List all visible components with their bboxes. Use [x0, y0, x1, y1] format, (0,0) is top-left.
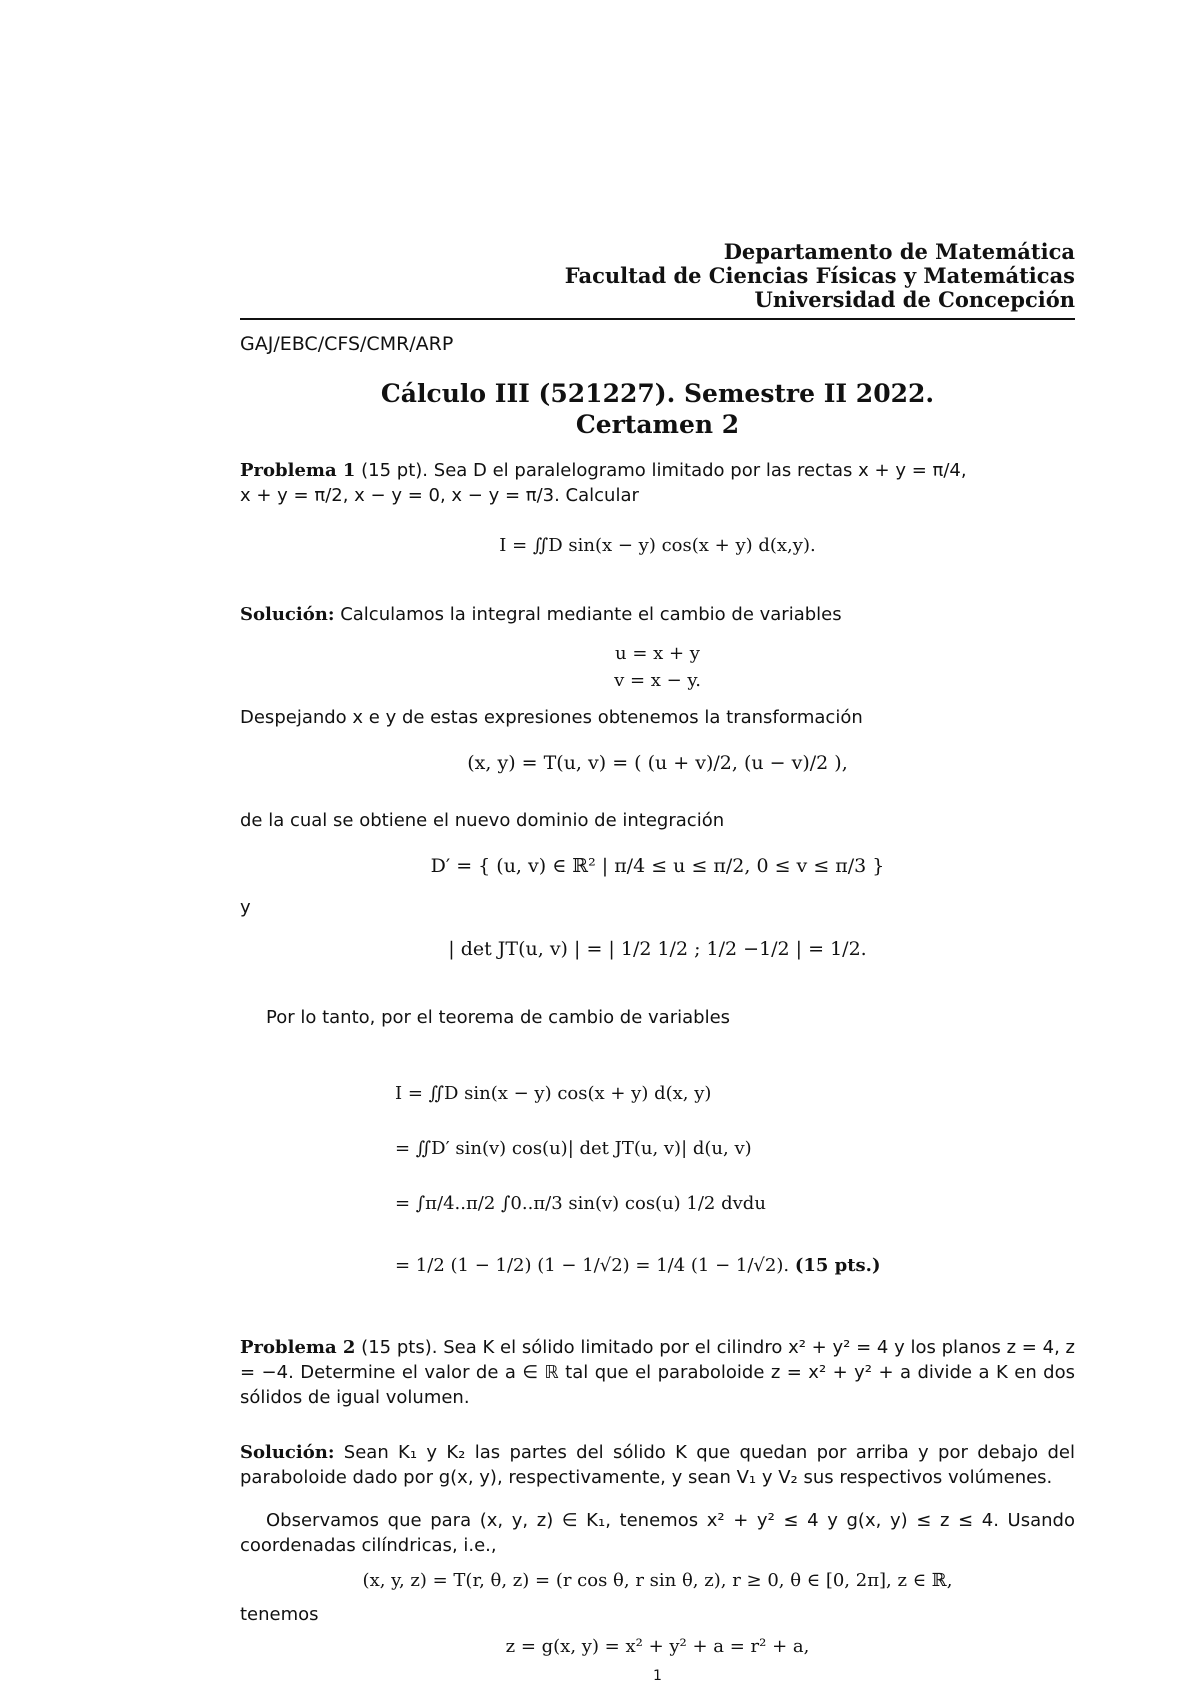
computation-line-4 — [395, 1255, 880, 1277]
solution-1-text: Calculamos la integral mediante el cambio de variables — [340, 604, 842, 625]
problem-1-text-b: x + y = π/2, x − y = 0, x − y = π/3. Calcular — [240, 485, 639, 506]
transformation: (x, y) = T(u, v) = ( (u + v)/2, (u − v)/2 ), — [467, 752, 848, 774]
domain-text: de la cual se obtiene el nuevo dominio de integración — [240, 810, 725, 831]
jacobian: | det JT(u, v) | = | 1/2 1/2 ; 1/2 −1/2 | = 1/2. — [448, 938, 867, 960]
problem-2-points: (15 pts). — [361, 1337, 438, 1358]
computation-line-1: I = ∬D sin(x − y) cos(x + y) d(x, y) — [395, 1083, 712, 1104]
solution-1-label: Solución: — [240, 604, 335, 625]
problem-1-text-a: Sea D el paralelogramo limitado por las rectas x + y = π/4, — [433, 460, 967, 481]
computation-line-3: = ∫π/4..π/2 ∫0..π/3 sin(v) cos(u) 1/2 dvdu — [395, 1193, 766, 1214]
problem-1-statement — [240, 458, 1075, 508]
header-university: Universidad de Concepción — [754, 287, 1075, 312]
y-word: y — [240, 897, 251, 918]
points-15: (15 pts.) — [794, 1255, 881, 1276]
change-of-variables — [240, 640, 1075, 694]
new-domain: D′ = { (u, v) ∈ ℝ² | π/4 ≤ u ≤ π/2, 0 ≤ v ≤ π/3 } — [430, 855, 885, 877]
header — [565, 240, 1075, 312]
problem-2-statement — [240, 1335, 1075, 1410]
solution-2 — [240, 1440, 1075, 1490]
tenemos-word: tenemos — [240, 1604, 319, 1625]
initials: GAJ/EBC/CFS/CMR/ARP — [240, 333, 454, 355]
page-title — [240, 378, 1075, 440]
observation: Observamos que para (x, y, z) ∈ K₁, tenemos x² + y² ≤ 4 y g(x, y) ≤ z ≤ 4. Usando coordenadas cilíndricas, i.e., — [240, 1510, 1075, 1556]
header-rule — [240, 318, 1075, 320]
page-number: 1 — [653, 1668, 662, 1684]
problem-1-label: Problema 1 — [240, 460, 356, 481]
title-line1: Cálculo III (521227). Semestre II 2022. — [380, 379, 935, 408]
por-lo-tanto: Por lo tanto, por el teorema de cambio de variables — [266, 1007, 731, 1028]
integral-I: I = ∬D sin(x − y) cos(x + y) d(x,y). — [499, 535, 816, 556]
problem-2-text: Sea K el sólido limitado por el cilindro x² + y² = 4 y los planos z = 4, z = −4. Determine el valor de a ∈ ℝ tal que el paraboloide z = x² + y² + a divide a K en dos sólidos de igual volumen. — [240, 1337, 1075, 1408]
solution-2-text: Sean K₁ y K₂ las partes del sólido K que quedan por arriba y por debajo del paraboloide dado por g(x, y), respectivamente, y sean V₁ y V₂ sus respectivos volúmenes. — [240, 1442, 1075, 1488]
despejando-text: Despejando x e y de estas expresiones obtenemos la transformación — [240, 707, 863, 728]
computation — [395, 1083, 880, 1277]
solution-1-intro — [240, 602, 1075, 627]
solution-2-label: Solución: — [240, 1442, 335, 1463]
header-department: Departamento de Matemática — [723, 239, 1075, 264]
title-line2: Certamen 2 — [575, 410, 740, 439]
g-definition: z = g(x, y) = x² + y² + a = r² + a, — [505, 1636, 810, 1657]
problem-1-points: (15 pt). — [361, 460, 429, 481]
problem-2-label: Problema 2 — [240, 1337, 356, 1358]
computation-line-2: = ∬D′ sin(v) cos(u)| det JT(u, v)| d(u, v) — [395, 1138, 752, 1159]
header-faculty: Facultad de Ciencias Físicas y Matemáticas — [564, 263, 1075, 288]
cylindrical-coords: (x, y, z) = T(r, θ, z) = (r cos θ, r sin θ, z), r ≥ 0, θ ∈ [0, 2π], z ∈ ℝ, — [362, 1570, 953, 1591]
u-definition: u = x + y — [615, 643, 700, 664]
computation-line-4-math: = 1/2 (1 − 1/2) (1 − 1/√2) = 1/4 (1 − 1/√2). — [395, 1255, 790, 1276]
v-definition: v = x − y. — [614, 670, 701, 691]
